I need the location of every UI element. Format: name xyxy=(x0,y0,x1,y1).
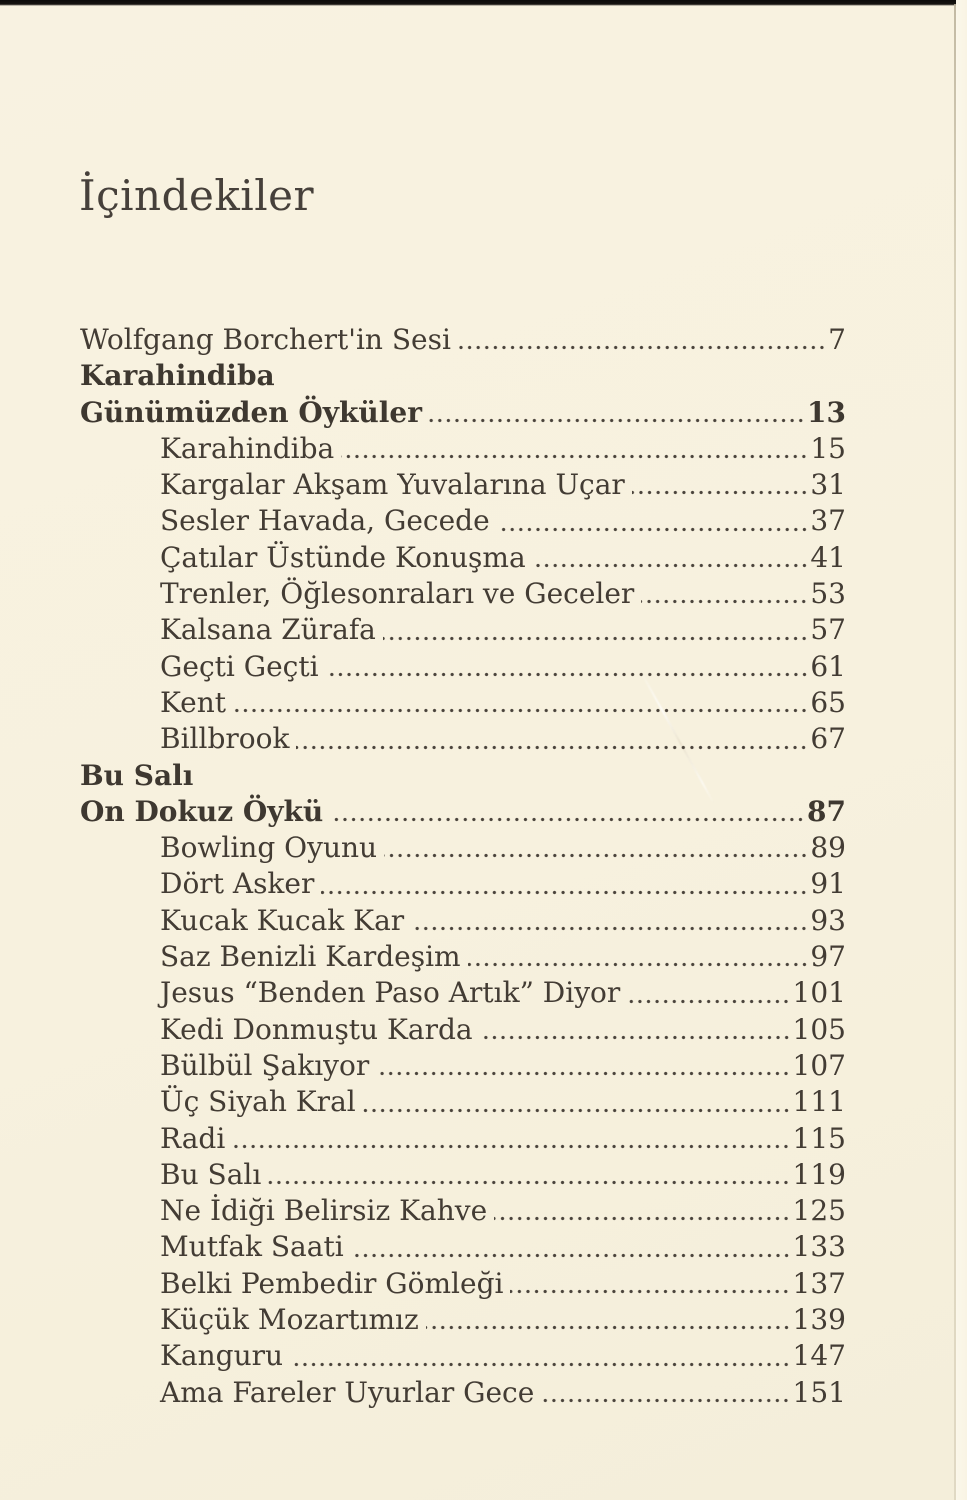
toc-entry xyxy=(80,540,846,576)
toc-entry-page: 61 xyxy=(810,649,846,683)
toc-entry xyxy=(80,830,846,866)
dot-leader xyxy=(384,851,808,860)
toc-entry xyxy=(80,1266,846,1302)
toc-entry-label: Bu Salı xyxy=(80,758,194,792)
toc-entry-page: 111 xyxy=(792,1085,846,1119)
toc-entry xyxy=(80,903,846,939)
dot-leader xyxy=(351,1251,791,1260)
toc-entry-page: 87 xyxy=(807,794,846,828)
toc-entry-page: 15 xyxy=(810,431,846,465)
toc-entry xyxy=(80,1121,846,1157)
toc-entry-page: 93 xyxy=(810,903,846,937)
toc-entry-page: 91 xyxy=(810,867,846,901)
toc-entry-page: 107 xyxy=(792,1048,846,1082)
toc-entry xyxy=(80,1338,846,1374)
toc-entry-label: Kedi Donmuştu Karda xyxy=(160,1012,473,1046)
toc-entry xyxy=(80,576,846,612)
toc-entry xyxy=(80,1084,846,1120)
toc-entry xyxy=(80,721,846,757)
dot-leader xyxy=(533,561,809,570)
toc-entry-page: 31 xyxy=(810,468,846,502)
toc-entry xyxy=(80,431,846,467)
toc-entry-label: Karahindiba xyxy=(80,359,275,393)
toc-entry-page: 151 xyxy=(792,1375,846,1409)
toc-entry-page: 133 xyxy=(792,1230,846,1264)
toc-entry-page: 53 xyxy=(810,577,846,611)
toc-entry-label: Bülbül Şakıyor xyxy=(160,1048,370,1082)
toc-entry xyxy=(80,1012,846,1048)
toc-entry-label: Kargalar Akşam Yuvalarına Uçar xyxy=(160,468,625,502)
toc-entry-page: 7 xyxy=(828,323,846,356)
dot-leader xyxy=(383,634,808,643)
toc-entry-label: Kalsana Zürafa xyxy=(160,613,376,647)
toc-entry-label: Geçti Geçti xyxy=(160,649,319,683)
toc-entry-label: Küçük Mozartımız xyxy=(160,1303,419,1337)
toc-entry xyxy=(80,939,846,975)
dot-leader xyxy=(480,1033,791,1042)
toc-entry xyxy=(80,1157,846,1193)
dot-leader xyxy=(497,525,809,534)
toc-entry xyxy=(80,1302,846,1338)
toc-entry xyxy=(80,1193,846,1229)
toc-entry xyxy=(80,649,846,685)
toc-entry-label: Ama Fareler Uyurlar Gece xyxy=(160,1375,535,1409)
toc-entry-page: 101 xyxy=(792,976,846,1010)
toc-entry xyxy=(80,612,846,648)
dot-leader xyxy=(411,924,808,933)
toc-entry-label: Radi xyxy=(160,1121,226,1155)
toc-entry xyxy=(80,322,846,358)
toc-entry-page: 37 xyxy=(810,504,846,538)
toc-entry xyxy=(80,975,846,1011)
dot-leader xyxy=(510,1287,790,1296)
page-title: İçindekiler xyxy=(79,171,315,221)
toc-entry-label: Mutfak Saati xyxy=(160,1230,344,1264)
toc-entry-label: Kucak Kucak Kar xyxy=(160,903,405,937)
toc-entry-label: Kanguru xyxy=(160,1339,284,1373)
dot-leader xyxy=(458,343,826,352)
toc-entry-label: Bowling Oyunu xyxy=(160,831,378,865)
dot-leader xyxy=(363,1106,791,1115)
dot-leader xyxy=(641,597,808,606)
dot-leader xyxy=(426,1323,791,1332)
toc-entry-label: Sesler Havada, Gecede xyxy=(160,504,490,538)
dot-leader xyxy=(326,670,809,679)
toc-entry-label: Günümüzden Öyküler xyxy=(80,395,422,429)
dot-leader xyxy=(330,815,805,824)
toc-entry-label: Ne İdiği Belirsiz Kahve xyxy=(160,1194,488,1228)
toc-entry-page: 115 xyxy=(792,1121,846,1155)
dot-leader xyxy=(232,1142,790,1151)
page-edge-line xyxy=(954,4,956,1500)
toc-entry xyxy=(80,758,846,794)
dot-leader xyxy=(429,416,805,425)
toc-entry-label: Belki Pembedir Gömleği xyxy=(160,1266,504,1300)
toc-entry xyxy=(80,1229,846,1265)
dot-leader xyxy=(290,1360,791,1369)
toc-entry-label: Bu Salı xyxy=(160,1157,262,1191)
toc-entry-label: Jesus “Benden Paso Artık” Diyor xyxy=(160,976,621,1010)
dot-leader xyxy=(627,997,790,1006)
toc-entry xyxy=(80,503,846,539)
dot-leader xyxy=(341,452,808,461)
toc-entry xyxy=(80,395,846,431)
toc-entry-label: On Dokuz Öykü xyxy=(80,794,324,828)
toc-entry-label: Wolfgang Borchert'in Sesi xyxy=(80,323,451,356)
toc-entry-label: Karahindiba xyxy=(160,431,335,465)
toc-entry-page: 41 xyxy=(810,540,846,574)
toc-entry-label: Kent xyxy=(160,685,227,719)
toc-entry xyxy=(80,358,846,394)
toc-entry-page: 57 xyxy=(810,613,846,647)
page-edge-strip xyxy=(956,0,967,1500)
toc-entry-page: 139 xyxy=(792,1303,846,1337)
scanner-edge-strip xyxy=(0,0,967,6)
toc-entry-label: Dört Asker xyxy=(160,867,315,901)
dot-leader xyxy=(376,1069,790,1078)
dot-leader xyxy=(233,706,808,715)
table-of-contents xyxy=(80,322,846,1411)
toc-entry xyxy=(80,794,846,830)
toc-entry-label: Billbrook xyxy=(160,722,290,756)
toc-entry-page: 13 xyxy=(807,395,846,429)
toc-entry-label: Saz Benizli Kardeşim xyxy=(160,940,461,974)
toc-entry-page: 105 xyxy=(792,1012,846,1046)
toc-entry-page: 119 xyxy=(792,1157,846,1191)
toc-entry-page: 89 xyxy=(810,831,846,865)
dot-leader xyxy=(494,1214,790,1223)
toc-entry-page: 125 xyxy=(792,1194,846,1228)
toc-entry xyxy=(80,1375,846,1411)
toc-entry-page: 65 xyxy=(810,685,846,719)
toc-entry-page: 137 xyxy=(792,1266,846,1300)
dot-leader xyxy=(321,888,808,897)
dot-leader xyxy=(632,488,809,497)
toc-entry xyxy=(80,685,846,721)
dot-leader xyxy=(468,960,809,969)
toc-entry-label: Çatılar Üstünde Konuşma xyxy=(160,540,526,574)
toc-entry-label: Üç Siyah Kral xyxy=(160,1085,356,1119)
toc-entry-page: 147 xyxy=(792,1339,846,1373)
toc-entry-page: 67 xyxy=(810,722,846,756)
toc-entry-page: 97 xyxy=(810,940,846,974)
toc-entry xyxy=(80,467,846,503)
dot-leader xyxy=(268,1178,790,1187)
dot-leader xyxy=(296,743,808,752)
dot-leader xyxy=(541,1396,790,1405)
toc-entry xyxy=(80,1048,846,1084)
toc-entry-label: Trenler, Öğlesonraları ve Geceler xyxy=(160,577,635,611)
toc-entry xyxy=(80,866,846,902)
